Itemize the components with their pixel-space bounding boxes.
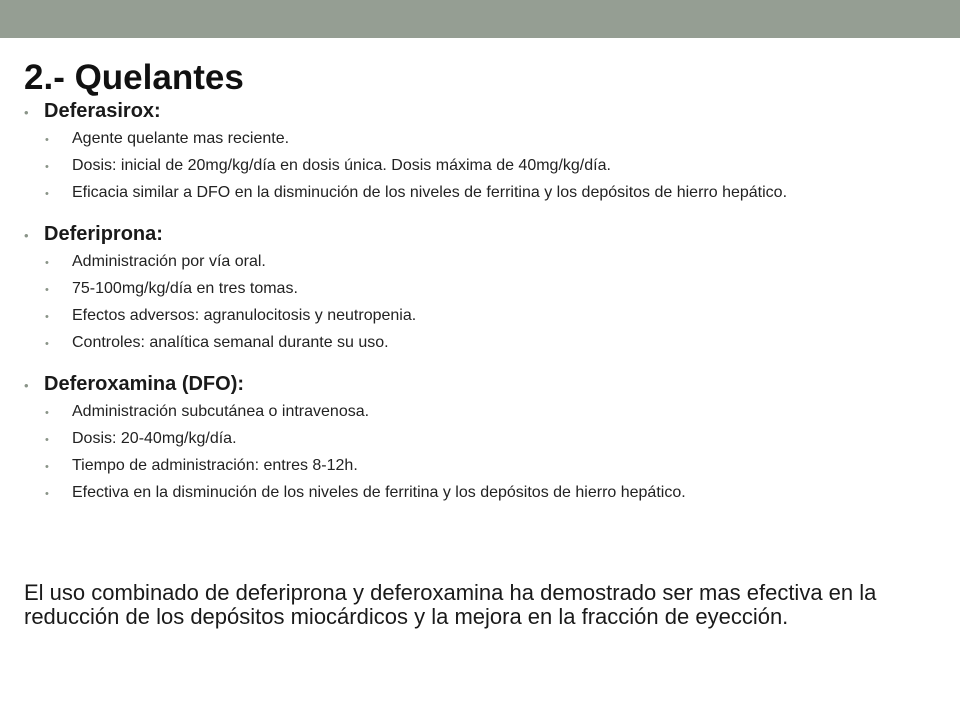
conclusion-paragraph: El uso combinado de deferiprona y deferoxamina ha demostrado ser mas efectiva en la reducción de los depósitos miocárdicos y la mejora en la fracción de eyección. [24, 580, 877, 629]
section-heading: Deferasirox: [44, 100, 161, 122]
section-deferiprona [24, 223, 924, 353]
section-deferasirox [24, 100, 924, 203]
bullet-icon: • [45, 257, 49, 269]
list-item [24, 280, 924, 299]
list-item [24, 334, 924, 353]
bullet-icon: • [24, 228, 29, 243]
bullet-icon: • [45, 134, 49, 146]
bullet-icon: • [45, 488, 49, 500]
bullet-list [24, 403, 924, 503]
list-item [24, 157, 924, 176]
list-item [24, 184, 924, 203]
bullet-icon: • [45, 338, 49, 350]
list-item-text: Administración por vía oral. [72, 253, 266, 270]
bullet-icon: • [45, 407, 49, 419]
list-item-text: Controles: analítica semanal durante su uso. [72, 334, 389, 351]
list-item-text: Efectiva en la disminución de los niveles de ferritina y los depósitos de hierro hepático. [72, 484, 686, 501]
list-item-text: Dosis: 20-40mg/kg/día. [72, 430, 237, 447]
list-item-text: 75-100mg/kg/día en tres tomas. [72, 280, 298, 297]
section-heading: Deferoxamina (DFO): [44, 373, 245, 395]
bullet-icon: • [45, 311, 49, 323]
list-item [24, 253, 924, 272]
list-item-text: Efectos adversos: agranulocitosis y neutropenia. [72, 307, 417, 324]
list-item-text: Tiempo de administración: entres 8-12h. [72, 457, 358, 474]
list-item [24, 430, 924, 449]
bullet-icon: • [45, 161, 49, 173]
bullet-list [24, 130, 924, 203]
slide-title: 2.- Quelantes [24, 58, 244, 97]
section-deferoxamina [24, 373, 924, 503]
section-heading-row [24, 223, 924, 253]
list-item-text: Administración subcutánea o intravenosa. [72, 403, 370, 420]
list-item-text: Eficacia similar a DFO en la disminución de los niveles de ferritina y los depósitos de hierro hepático. [72, 184, 788, 201]
list-item [24, 484, 924, 503]
section-heading: Deferiprona: [44, 223, 163, 245]
slide-content [24, 100, 924, 523]
section-heading-row [24, 373, 924, 403]
list-item [24, 403, 924, 422]
list-item [24, 457, 924, 476]
list-item [24, 130, 924, 149]
list-item-text: Agente quelante mas reciente. [72, 130, 290, 147]
bullet-icon: • [45, 434, 49, 446]
bullet-icon: • [45, 461, 49, 473]
section-heading-row [24, 100, 924, 130]
list-item-text: Dosis: inicial de 20mg/kg/día en dosis única. Dosis máxima de 40mg/kg/día. [72, 157, 611, 174]
list-item [24, 307, 924, 326]
bullet-icon: • [45, 188, 49, 200]
header-accent-bar [0, 0, 960, 38]
bullet-list [24, 253, 924, 353]
bullet-icon: • [24, 105, 29, 120]
bullet-icon: • [24, 378, 29, 393]
bullet-icon: • [45, 284, 49, 296]
